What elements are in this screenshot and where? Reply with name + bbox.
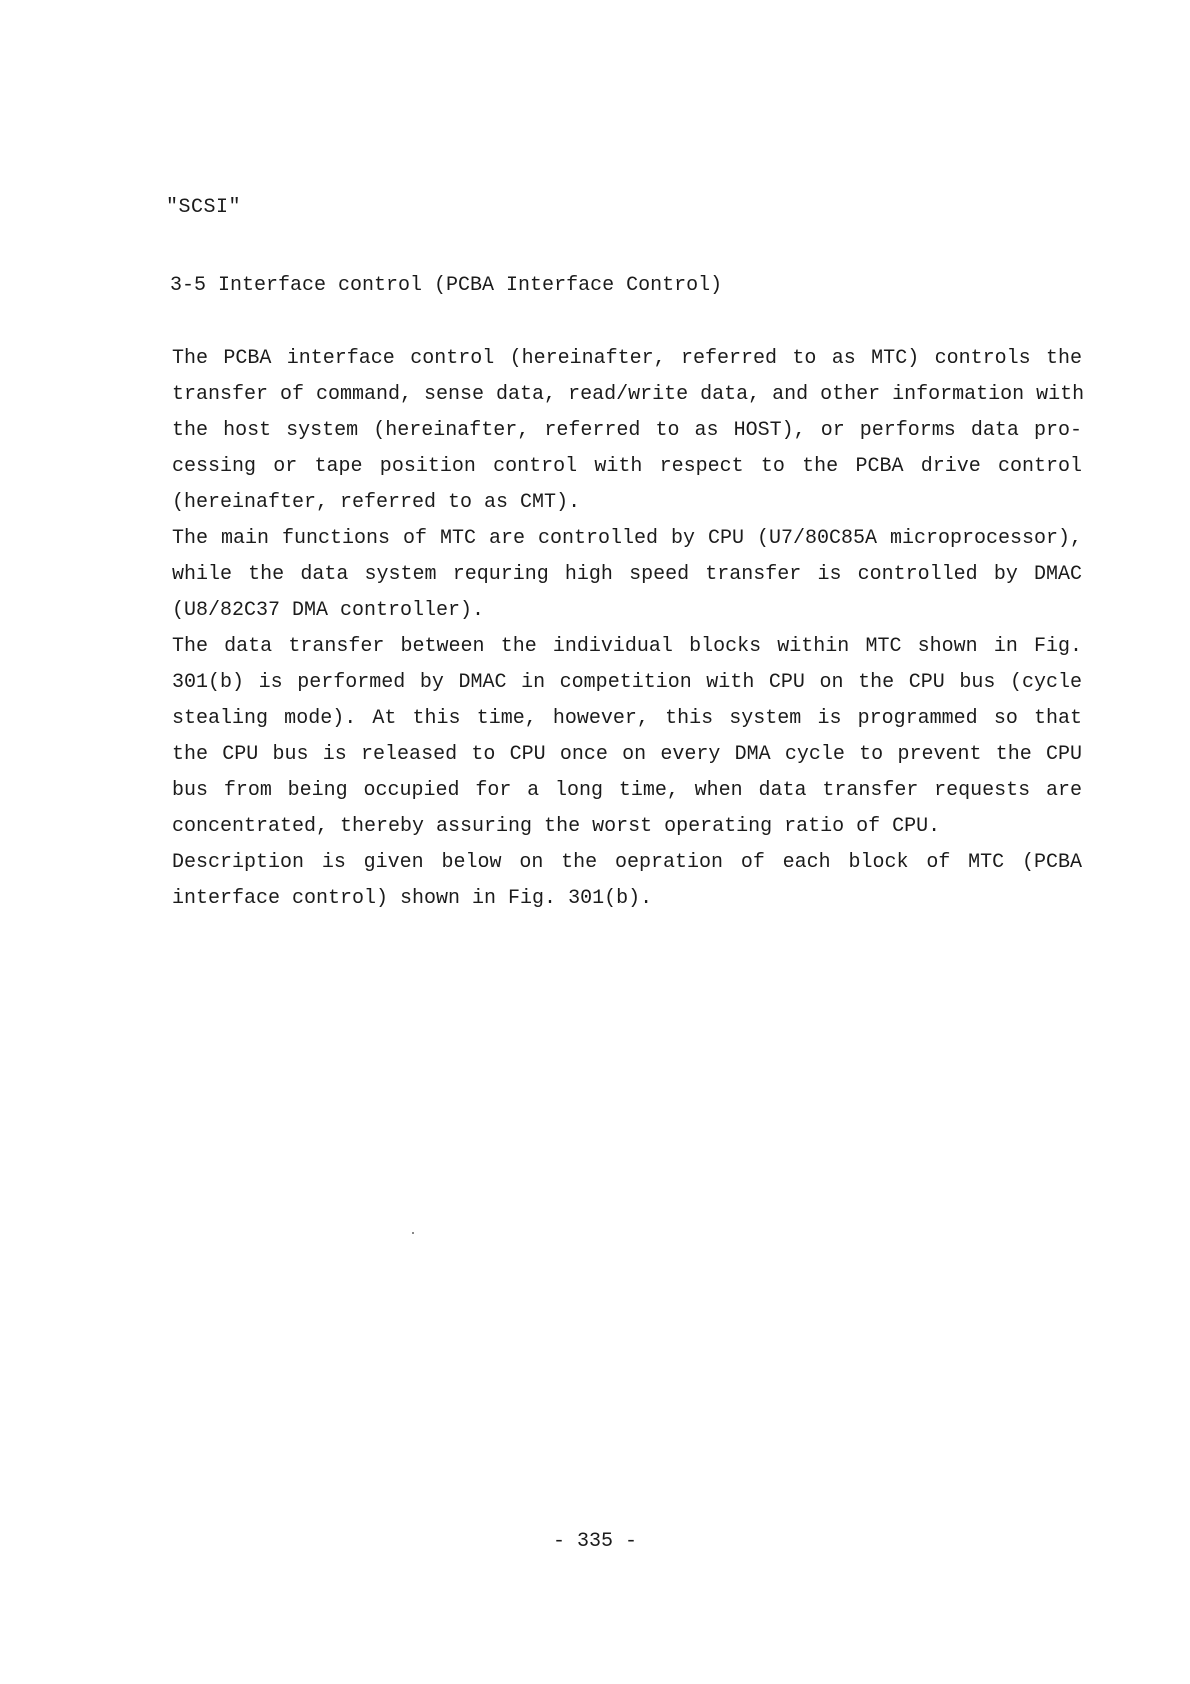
body-line: 301(b) is performed by DMAC in competition with CPU on the CPU bus (cycle xyxy=(172,671,1082,694)
body-line: bus from being occupied for a long time, when data transfer requests are xyxy=(172,779,1082,802)
body-line: transfer of command, sense data, read/write data, and other information with xyxy=(172,383,1085,406)
body-line: while the data system requring high speed transfer is controlled by DMAC xyxy=(172,563,1082,586)
header-tag: "SCSI" xyxy=(166,196,242,219)
body-line: the CPU bus is released to CPU once on every DMA cycle to prevent the CPU xyxy=(172,743,1082,766)
body-line: Description is given below on the oepration of each block of MTC (PCBA xyxy=(172,851,1082,874)
body-line: interface control) shown in Fig. 301(b). xyxy=(172,887,653,910)
body-line: (U8/82C37 DMA controller). xyxy=(172,599,485,622)
body-line: stealing mode). At this time, however, this system is programmed so that xyxy=(172,707,1082,730)
section-title: 3-5 Interface control (PCBA Interface Control) xyxy=(170,274,723,297)
scan-speck xyxy=(412,1232,414,1234)
body-line: The PCBA interface control (hereinafter, referred to as MTC) controls the xyxy=(172,347,1082,370)
page-number: - 335 - xyxy=(552,1530,637,1553)
body-line: (hereinafter, referred to as CMT). xyxy=(172,491,581,514)
body-line: cessing or tape position control with respect to the PCBA drive control xyxy=(172,455,1082,478)
body-text xyxy=(172,341,1085,917)
body-line: the host system (hereinafter, referred to as HOST), or performs data pro- xyxy=(172,419,1082,442)
body-line: The main functions of MTC are controlled by CPU (U7/80C85A microprocessor), xyxy=(172,527,1082,550)
body-line: The data transfer between the individual blocks within MTC shown in Fig. xyxy=(172,635,1082,658)
body-line: concentrated, thereby assuring the worst operating ratio of CPU. xyxy=(172,815,941,838)
